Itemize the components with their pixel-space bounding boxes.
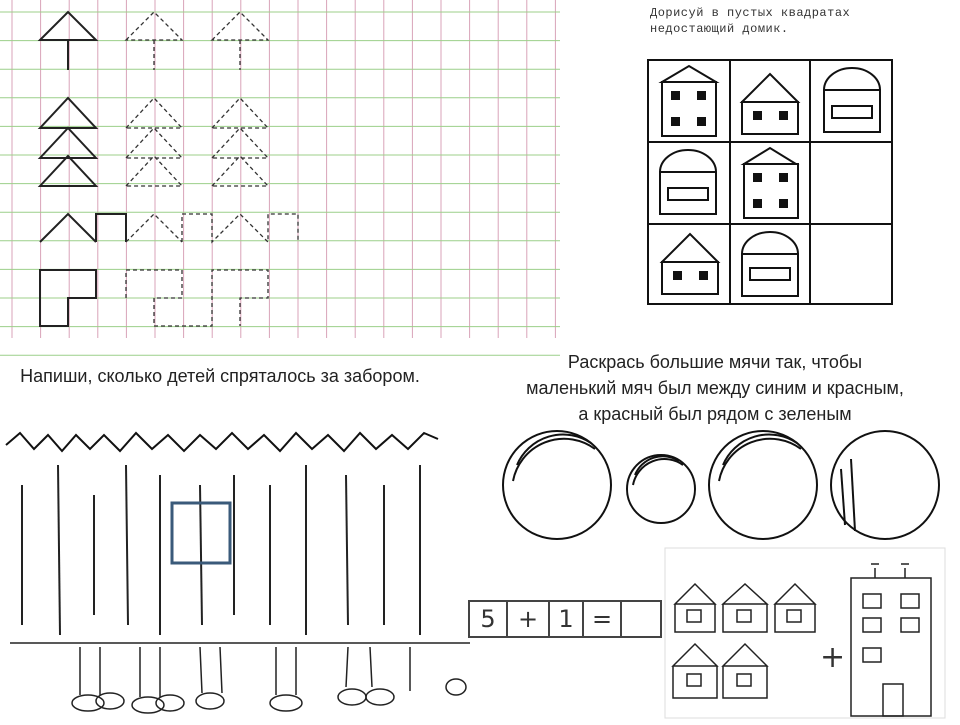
house-dome-roof-2	[660, 150, 716, 214]
picture-sum-plus: +	[820, 640, 846, 675]
equation-operand2: 1	[548, 600, 584, 638]
equation-operator: +	[506, 600, 550, 638]
balls-illustration	[495, 425, 955, 545]
big-ball-3	[831, 431, 939, 539]
children-feet	[10, 643, 470, 713]
equation-operand1: 5	[468, 600, 508, 638]
house-triangle-roof-2	[662, 234, 718, 294]
equation-answer-box[interactable]	[620, 600, 662, 638]
houses-instruction-line1: Дорисуй в пустых квадратах	[650, 6, 851, 20]
picture-sum-houses	[665, 548, 947, 718]
house-tall-four-windows-2	[744, 148, 798, 218]
houses-instruction-line2: недостающий домик.	[650, 22, 789, 36]
balls-caption-line2: маленький мяч был между синим и красным,	[526, 378, 904, 398]
balls-caption-line3: а красный был рядом с зеленым	[578, 404, 852, 424]
solid-patterns	[40, 12, 126, 326]
pattern-triangle-square-solid	[40, 214, 126, 242]
small-ball	[627, 455, 695, 523]
grid-exercise	[0, 0, 570, 340]
house-tall-four-windows	[662, 66, 716, 136]
big-ball-1	[503, 431, 611, 539]
houses-puzzle-grid	[648, 60, 898, 310]
pattern-arrow-solid	[40, 12, 96, 70]
big-ball-2	[709, 431, 817, 539]
house-dome-roof	[824, 68, 880, 132]
house-dome-roof-3	[742, 232, 798, 296]
balls-caption-line1: Раскрась большие мячи так, чтобы	[567, 352, 863, 372]
house-triangle-roof	[742, 74, 798, 134]
fence-top-zigzag	[6, 433, 438, 451]
fence-caption: Напиши, сколько детей спряталось за забором.	[20, 366, 420, 386]
pattern-triangles-solid	[40, 98, 96, 186]
fence-illustration	[0, 425, 480, 725]
equation-equals: =	[582, 600, 622, 638]
